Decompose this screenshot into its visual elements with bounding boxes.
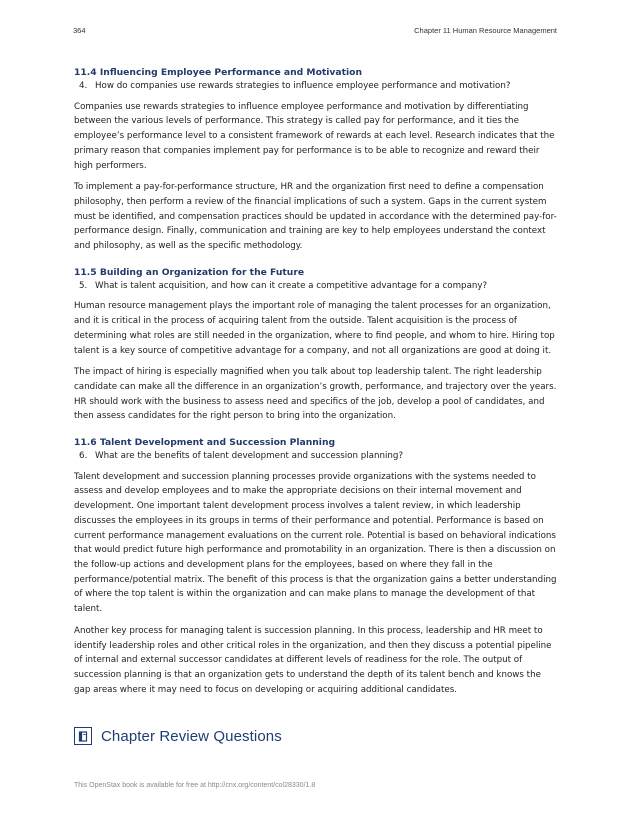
section-title: 11.5 Building an Organization for the Future <box>74 266 305 278</box>
paragraph: To implement a pay-for-performance structure, HR and the organization first need to define a compensation philosophy, then perform a review of the financial implications of such a system. Gaps in the current system must be identified, and compensation practices should be updated in accordance with the determined pay-for-performance design. Finally, communication and training are key to help employees understand the context and philosophy, as well as the specific methodology. <box>74 182 557 252</box>
paragraph: Human resource management plays the important role of managing the talent processes for an organization, and it is critical in the process of acquiring talent from the outside. Talent acquisition is the process of determining what roles are still needed in the organization, where to find people, and whom to hire. Hiring top talent is a key source of competitive advantage for a company, and not all organizations are good at doing it. <box>74 301 555 356</box>
notebook-icon <box>78 731 88 742</box>
summary-content <box>74 66 558 709</box>
section-title: 11.6 Talent Development and Succession Planning <box>74 437 336 449</box>
question-number: 6. <box>79 451 88 462</box>
page-footer: This OpenStax book is available for free at http://cnx.org/content/col28330/1.8 <box>74 782 316 789</box>
page-header <box>73 26 557 38</box>
paragraph: The impact of hiring is especially magnified when you talk about top leadership talent. The right leadership candidate can make all the difference in an organization’s growth, performance, and trajectory over the years. HR should work with the business to assess need and specifics of the job, develop a pool of candidates, and then assess candidates for the right person to bring into the organization. <box>74 367 557 422</box>
question-text: What are the benefits of talent development and succession planning? <box>95 451 404 462</box>
page-number: 364 <box>73 26 86 35</box>
question-number: 4. <box>79 81 88 91</box>
review-title: Chapter Review Questions <box>101 727 282 745</box>
paragraph: Companies use rewards strategies to influence employee performance and motivation by differentiating between the various levels of performance. This strategy is called pay for performance, and it ties the employee’s performance level to a consistent framework of rewards at each level. Research indicates that the primary reason that companies implement pay for performance is to be able to recognize and reward their high performers. <box>74 101 555 171</box>
section-11-4 <box>74 66 558 254</box>
question <box>74 79 558 94</box>
question-text: What is talent acquisition, and how can it create a competitive advantage for a company? <box>95 280 488 291</box>
question-text: How do companies use rewards strategies to influence employee performance and motivation? <box>95 81 511 91</box>
paragraph: Talent development and succession planning processes provide organizations with the systems needed to assess and develop employees and to make the appropriate decisions on their internal movement and development. One important talent development process involves a talent review, in which leadership discusses the employees in its groups in terms of their performance and potential. Performance is based on current performance management evaluations on the current role. Potential is based on behavioral indications that would predict future high performance and promotability in an organization. There is then a discussion on the follow-up actions and development plans for the employees, based on where they fall in the performance/potential matrix. The benefit of this process is that the organization gains a better understanding of where the top talent is within the organization and can make plans to manage the development of that talent. <box>74 471 557 615</box>
section-11-6 <box>74 436 558 697</box>
question <box>74 449 558 464</box>
chapter-review-heading <box>74 723 282 749</box>
chapter-title: Chapter 11 Human Resource Management <box>414 26 557 35</box>
paragraph: Another key process for managing talent is succession planning. In this process, leadership and HR meet to identify leadership roles and other critical roles in the organization, and then they discuss a potential pipeline of internal and external successor candidates at different levels of readiness for the role. The output of succession planning is that an organization gets to understand the depth of its talent bench and knows the gap areas where it may need to focus on developing or acquiring additional candidates. <box>74 625 552 695</box>
review-questions-icon <box>74 727 92 745</box>
question-number: 5. <box>79 280 88 291</box>
section-11-5 <box>74 266 558 424</box>
section-title: 11.4 Influencing Employee Performance and Motivation <box>74 67 363 78</box>
question <box>74 279 558 294</box>
